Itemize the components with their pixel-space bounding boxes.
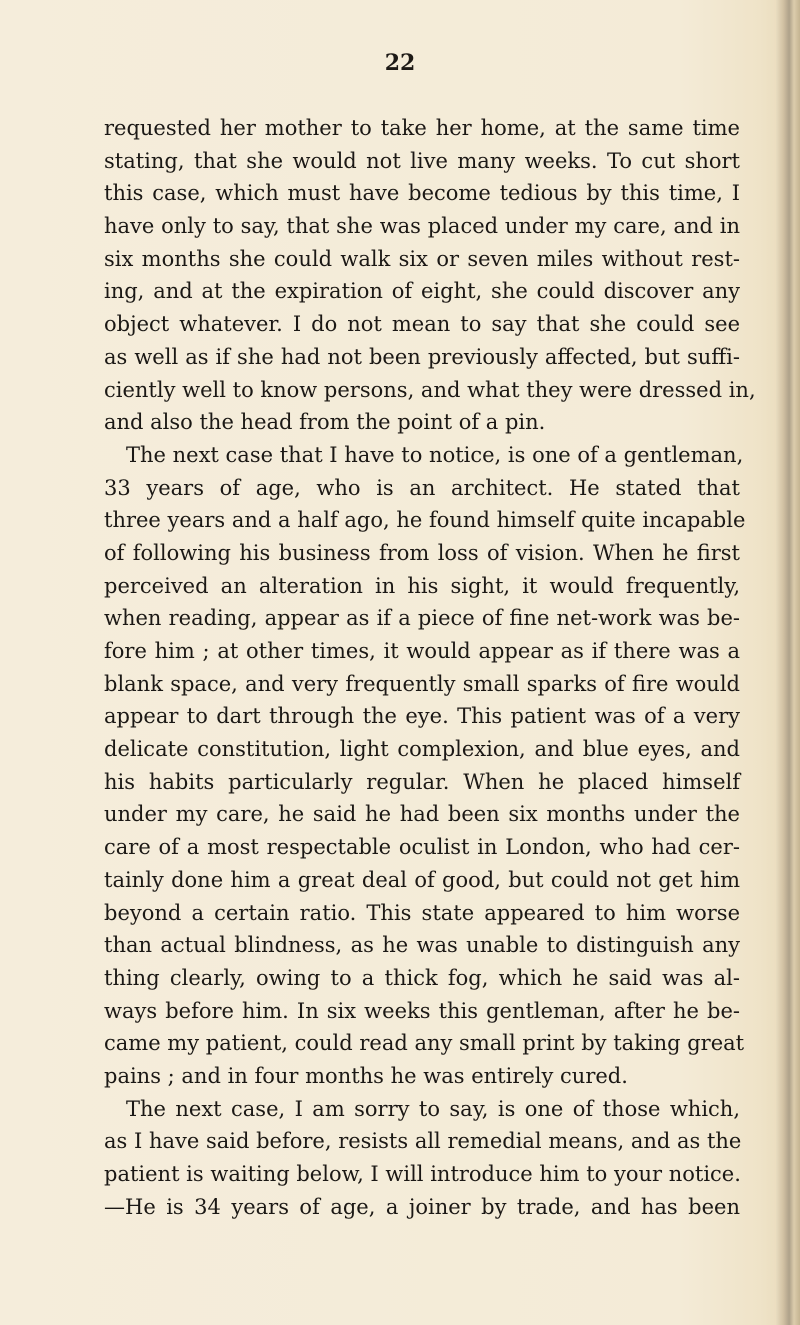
text-line: blank space, and very frequently small sparks of fire would [104,671,740,696]
text-line: fore him ; at other times, it would appear as if there was a [104,639,740,663]
text-line: patient is waiting below, I will introduce him to your notice. [104,1162,741,1186]
text-line: have only to say, that she was placed under my care, and in [104,214,740,239]
text-line: object whatever. I do not mean to say that she could see [104,312,740,337]
page-number: 22 [384,50,416,76]
text-line: came my patient, could read any small print by taking great [104,1031,745,1056]
text-line: as well as if she had not been previously affected, but suffi- [104,344,740,369]
text-line: The next case, I am sorry to say, is one of those which, [126,1096,740,1121]
text-line: under my care, he said he had been six months under the [104,802,740,827]
text-line: appear to dart through the eye. This patient was of a very [104,704,740,729]
text-line: as I have said before, resists all remedial means, and as the [104,1129,742,1154]
body-text [104,112,756,1223]
text-line: requested her mother to take her home, at the same time [104,116,740,140]
text-line: of following his business from loss of vision. When he first [104,540,740,565]
text-line: pains ; and in four months he was entirely cured. [104,1063,628,1088]
text-line: ways before him. In six weeks this gentleman, after he be- [104,998,740,1023]
text-line: The next case that I have to notice, is one of a gentleman, [126,442,744,467]
text-line: delicate constitution, light complexion, and blue eyes, and [104,737,740,762]
text-line: when reading, appear as if a piece of fine net-work was be- [104,606,740,631]
text-line: and also the head from the point of a pin. [104,410,546,435]
text-line: his habits particularly regular. When he placed himself [104,769,740,794]
text-line: than actual blindness, as he was unable to distinguish any [104,933,740,958]
text-line: stating, that she would not live many weeks. To cut short [104,148,740,173]
text-line: this case, which must have become tedious by this time, I [104,181,740,206]
page-edge-shadow [776,0,800,1325]
text-line: three years and a half ago, he found himself quite incapable [104,508,746,533]
text-line: beyond a certain ratio. This state appeared to him worse [104,900,740,925]
text-line: —He is 34 years of age, a joiner by trade, and has been [104,1194,740,1219]
text-line: 33 years of age, who is an architect. He stated that [104,475,740,500]
text-line: thing clearly, owing to a thick fog, which he said was al- [104,965,740,990]
text-line: six months she could walk six or seven miles without rest- [104,246,740,271]
text-line: ciently well to know persons, and what they were dressed in, [104,377,756,402]
text-line: care of a most respectable oculist in London, who had cer- [104,835,740,860]
text-line: perceived an alteration in his sight, it would frequently, [104,573,740,598]
text-line: ing, and at the expiration of eight, she could discover any [104,279,740,304]
text-line: tainly done him a great deal of good, but could not get him [104,867,740,892]
